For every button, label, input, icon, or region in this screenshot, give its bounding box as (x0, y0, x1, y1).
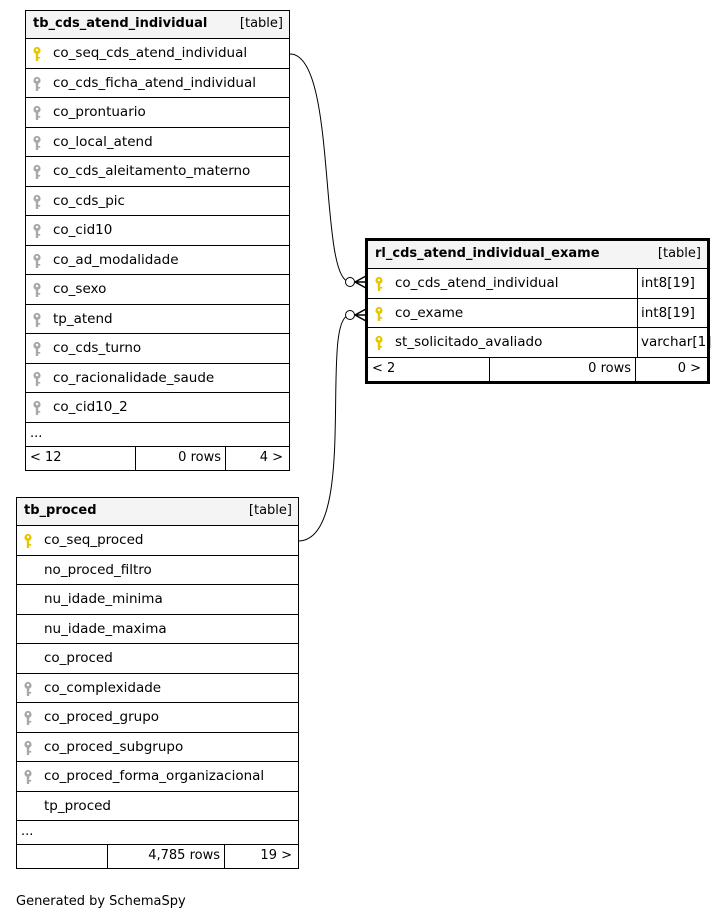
column-name: co_cds_atend_individual (395, 275, 559, 291)
column-row[interactable] (26, 128, 289, 158)
table-kind: [table] (657, 246, 701, 261)
foreign-key-icon (23, 740, 33, 756)
column-row[interactable] (26, 157, 289, 187)
column-row[interactable] (17, 615, 298, 645)
column-name: tp_atend (53, 310, 113, 327)
more-columns-ellipsis: ... (17, 821, 298, 845)
column-row[interactable] (17, 644, 298, 674)
column-row[interactable] (26, 364, 289, 394)
column-row[interactable] (26, 305, 289, 335)
column-name: co_proced_forma_organizacional (44, 768, 265, 784)
column-name: nu_idade_maxima (44, 620, 167, 637)
column-name: no_proced_filtro (44, 561, 152, 578)
footer-parents[interactable]: < 2 (368, 358, 490, 381)
column-name: tp_proced (44, 797, 111, 814)
foreign-key-icon (32, 371, 42, 387)
column-name: co_cds_pic (53, 192, 125, 209)
foreign-key-icon (32, 282, 42, 298)
footer-children[interactable]: 4 > (259, 449, 283, 465)
relation-optional-marker (346, 311, 355, 320)
column-row[interactable] (26, 246, 289, 276)
foreign-key-icon (32, 105, 42, 121)
column-name: co_racionalidade_saude (53, 369, 215, 386)
footer-row-count: 0 rows (490, 358, 636, 381)
column-name: co_seq_proced (44, 532, 144, 548)
column-name: co_exame (395, 304, 464, 321)
footer-children[interactable]: 0 > (677, 360, 701, 376)
column-row[interactable] (17, 674, 298, 704)
column-name: co_seq_cds_atend_individual (53, 45, 248, 61)
foreign-key-icon (32, 135, 42, 151)
column-type: varchar[1] (637, 328, 707, 357)
column-name: co_cds_turno (53, 340, 142, 356)
footer-parents[interactable] (17, 845, 108, 868)
foreign-key-icon (32, 341, 42, 357)
table-name: tb_cds_atend_individual (33, 16, 208, 31)
table-header (368, 241, 707, 269)
column-row[interactable] (17, 526, 298, 556)
footer-row-count: 0 rows (136, 447, 226, 470)
column-row[interactable] (17, 733, 298, 763)
column-row[interactable] (26, 216, 289, 246)
column-type: int8[19] (637, 299, 707, 328)
table-tb-cds-atend-individual[interactable] (25, 10, 290, 471)
column-name: co_sexo (53, 281, 107, 297)
column-row[interactable] (26, 275, 289, 305)
relation-proced-to-exame (298, 315, 350, 541)
primary-key-icon (32, 46, 42, 62)
column-row[interactable] (26, 393, 289, 423)
column-row[interactable] (17, 703, 298, 733)
column-row[interactable] (368, 299, 707, 329)
table-name: tb_proced (24, 503, 97, 518)
primary-key-icon (23, 533, 33, 549)
relation-atend-to-exame (290, 54, 350, 282)
table-name: rl_cds_atend_individual_exame (375, 246, 600, 261)
foreign-key-icon (32, 194, 42, 210)
column-name: nu_idade_minima (44, 591, 163, 607)
foreign-key-icon (23, 681, 33, 697)
footer-parents[interactable]: < 12 (26, 447, 136, 470)
column-name: co_prontuario (53, 104, 146, 120)
column-name: co_ad_modalidade (53, 251, 179, 268)
column-row[interactable] (17, 556, 298, 586)
column-name: co_cid10_2 (53, 399, 128, 415)
table-kind: [table] (248, 503, 292, 518)
column-name: co_cid10 (53, 222, 113, 238)
table-footer (368, 358, 707, 381)
column-row[interactable] (26, 334, 289, 364)
table-rl-cds-atend-individual-exame[interactable] (365, 238, 710, 384)
foreign-key-icon (32, 223, 42, 239)
foreign-key-icon (23, 710, 33, 726)
column-name: st_solicitado_avaliado (395, 334, 543, 350)
primary-key-icon (374, 335, 384, 351)
relation-optional-marker (346, 278, 355, 287)
foreign-key-icon (23, 769, 33, 785)
foreign-key-icon (32, 312, 42, 328)
column-row[interactable] (26, 69, 289, 99)
table-kind: [table] (239, 16, 283, 31)
column-name: co_proced (44, 650, 113, 666)
table-header (26, 11, 289, 39)
foreign-key-icon (32, 253, 42, 269)
column-name: co_cds_aleitamento_materno (53, 163, 251, 179)
column-row[interactable] (17, 792, 298, 822)
column-name: co_proced_grupo (44, 709, 160, 725)
table-footer (26, 447, 289, 470)
foreign-key-icon (32, 76, 42, 92)
table-header (17, 498, 298, 526)
table-tb-proced[interactable] (16, 497, 299, 869)
primary-key-icon (374, 276, 384, 292)
column-name: co_complexidade (44, 679, 162, 696)
column-row[interactable] (17, 585, 298, 615)
primary-key-icon (374, 306, 384, 322)
column-row[interactable] (17, 762, 298, 792)
column-name: co_proced_subgrupo (44, 738, 184, 755)
column-row[interactable] (368, 269, 707, 299)
column-name: co_local_atend (53, 133, 153, 150)
generated-by-label: Generated by SchemaSpy (16, 894, 186, 909)
column-row[interactable] (368, 328, 712, 358)
column-row[interactable] (26, 187, 289, 217)
more-columns-ellipsis: ... (26, 423, 289, 447)
column-name: co_cds_ficha_atend_individual (53, 74, 256, 91)
column-type: int8[19] (637, 269, 707, 298)
table-footer (17, 845, 298, 868)
footer-children[interactable]: 19 > (260, 848, 292, 863)
column-row[interactable] (26, 39, 289, 69)
foreign-key-icon (32, 164, 42, 180)
footer-row-count: 4,785 rows (108, 845, 225, 868)
column-row[interactable] (26, 98, 289, 128)
foreign-key-icon (32, 400, 42, 416)
